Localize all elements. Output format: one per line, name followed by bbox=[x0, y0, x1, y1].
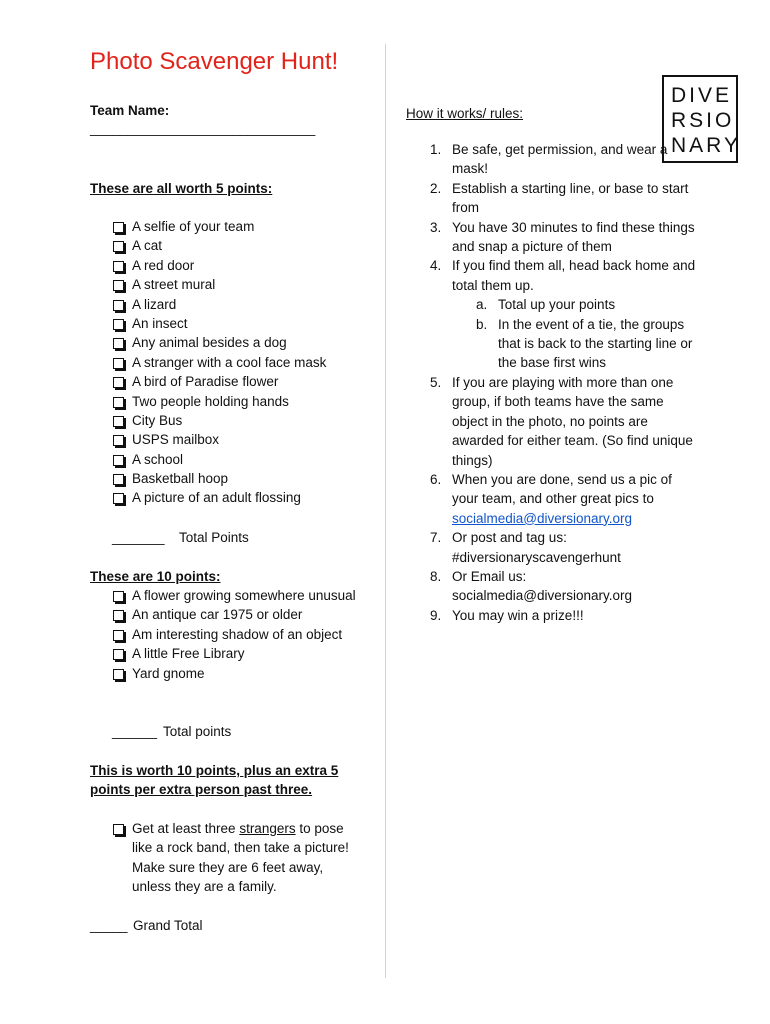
rules-heading: How it works/ rules: bbox=[406, 106, 524, 121]
list-item[interactable]: City Bus bbox=[112, 411, 326, 430]
list-item[interactable]: A street mural bbox=[112, 275, 326, 294]
five-points-heading: These are all worth 5 points: bbox=[90, 181, 273, 196]
checkbox-icon[interactable] bbox=[113, 222, 124, 233]
grand-total-label: Grand Total bbox=[133, 918, 203, 933]
list-item[interactable]: A school bbox=[112, 450, 326, 469]
ten-points-total-label: Total points bbox=[163, 724, 232, 739]
list-item[interactable]: An antique car 1975 or older bbox=[112, 605, 362, 624]
rule-item: 2. Establish a starting line, or base to start from bbox=[430, 180, 689, 216]
five-points-total-label: Total Points bbox=[179, 530, 249, 545]
rule-item: 4. If you find them all, head back home and total them up. a. Total up your points b. In the event of a tie, the groups that is back to the starting line or the base first wins bbox=[406, 256, 696, 372]
list-item[interactable]: A stranger with a cool face mask bbox=[112, 353, 326, 372]
checkbox-icon[interactable] bbox=[113, 610, 124, 621]
checkbox-icon[interactable] bbox=[113, 435, 124, 446]
rule-item: 9. You may win a prize!!! bbox=[430, 607, 584, 623]
list-item[interactable]: A lizard bbox=[112, 295, 326, 314]
list-item[interactable]: Basketball hoop bbox=[112, 469, 326, 488]
rule-item: 5. If you are playing with more than one group, if both teams have the same object in the photo, no points are awarded for either team. (So find unique things) bbox=[430, 374, 693, 468]
list-item[interactable]: A red door bbox=[112, 256, 326, 275]
page-title: Photo Scavenger Hunt! bbox=[90, 48, 339, 75]
rule-item: 7. Or post and tag us: #diversionaryscavengerhunt bbox=[430, 530, 621, 565]
column-divider bbox=[385, 44, 386, 978]
rule-subitem: a. Total up your points bbox=[476, 297, 616, 313]
checkbox-icon[interactable] bbox=[113, 416, 124, 427]
grand-total-blank: _____ bbox=[90, 918, 128, 933]
checkbox-icon[interactable] bbox=[113, 649, 124, 660]
list-item[interactable]: A cat bbox=[112, 236, 326, 255]
rule-subitem: b. In the event of a tie, the groups that is back to the starting line or the base first wins bbox=[476, 316, 693, 371]
checkbox-icon[interactable] bbox=[113, 474, 124, 485]
list-item[interactable]: USPS mailbox bbox=[112, 430, 326, 449]
five-points-total-blank: _______ bbox=[112, 530, 165, 545]
checkbox-icon[interactable] bbox=[113, 630, 124, 641]
bonus-heading-line2: points per extra person past three. bbox=[90, 782, 313, 797]
checkbox-icon[interactable] bbox=[113, 358, 124, 369]
checkbox-icon[interactable] bbox=[113, 319, 124, 330]
checkbox-icon[interactable] bbox=[113, 280, 124, 291]
checkbox-icon[interactable] bbox=[113, 397, 124, 408]
five-points-list bbox=[112, 217, 326, 508]
rule-item: 3. You have 30 minutes to find these things and snap a picture of them bbox=[430, 219, 695, 255]
list-item[interactable]: Get at least three strangers to pose like a rock band, then take a picture! Make sure they are 6 feet away, unless they are a family. bbox=[112, 819, 362, 897]
checkbox-icon[interactable] bbox=[113, 241, 124, 252]
checkbox-icon[interactable] bbox=[113, 300, 124, 311]
bonus-list bbox=[112, 819, 362, 897]
diversionary-logo: DIVE RSIO NARY bbox=[662, 75, 738, 163]
bonus-heading-line1: This is worth 10 points, plus an extra 5 bbox=[90, 763, 339, 778]
checkbox-icon[interactable] bbox=[113, 377, 124, 388]
list-item[interactable]: A selfie of your team bbox=[112, 217, 326, 236]
checkbox-icon[interactable] bbox=[113, 261, 124, 272]
checkbox-icon[interactable] bbox=[113, 824, 124, 835]
team-name-label: Team Name: bbox=[90, 103, 170, 118]
checkbox-icon[interactable] bbox=[113, 669, 124, 680]
list-item[interactable]: A little Free Library bbox=[112, 644, 362, 663]
team-name-line: ______________________________ bbox=[90, 121, 316, 136]
rule-item: 8. Or Email us: socialmedia@diversionary.org bbox=[430, 568, 633, 604]
list-item[interactable]: Yard gnome bbox=[112, 664, 362, 683]
list-item[interactable]: Two people holding hands bbox=[112, 392, 326, 411]
checkbox-icon[interactable] bbox=[113, 338, 124, 349]
rule-item: 1. Be safe, get permission, and wear a mask! bbox=[430, 142, 668, 177]
list-item[interactable]: A bird of Paradise flower bbox=[112, 372, 326, 391]
list-item[interactable]: A picture of an adult flossing bbox=[112, 488, 326, 507]
list-item[interactable]: A flower growing somewhere unusual bbox=[112, 586, 362, 605]
strangers-underlined: strangers bbox=[239, 821, 296, 836]
rule-item: 6. When you are done, send us a pic of your team, and other great pics to socialmedia@diversionary.org bbox=[430, 471, 672, 526]
ten-points-list bbox=[112, 586, 362, 683]
ten-points-heading: These are 10 points: bbox=[90, 569, 221, 584]
checkbox-icon[interactable] bbox=[113, 455, 124, 466]
email-link[interactable]: socialmedia@diversionary.org bbox=[452, 510, 633, 526]
checkbox-icon[interactable] bbox=[113, 591, 124, 602]
list-item[interactable]: Am interesting shadow of an object bbox=[112, 625, 362, 644]
rule-sublist bbox=[452, 295, 696, 373]
rules-list bbox=[406, 140, 696, 625]
ten-points-total-blank: ______ bbox=[112, 724, 158, 739]
list-item[interactable]: Any animal besides a dog bbox=[112, 333, 326, 352]
list-item[interactable]: An insect bbox=[112, 314, 326, 333]
checkbox-icon[interactable] bbox=[113, 493, 124, 504]
